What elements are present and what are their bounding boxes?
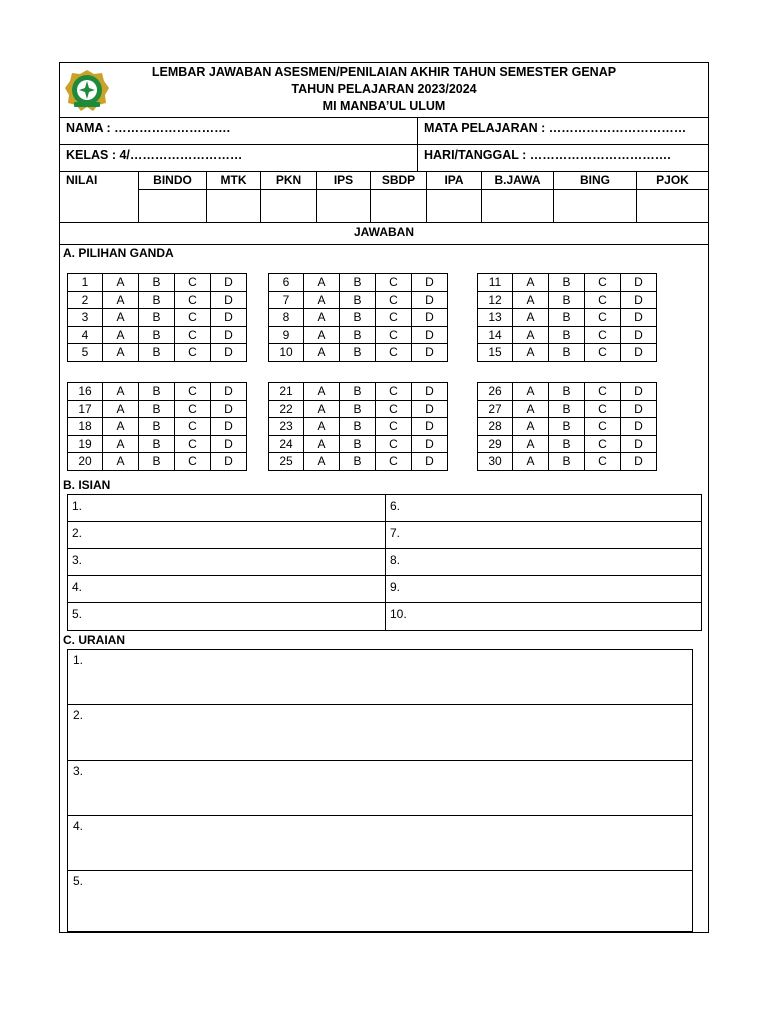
mc-row-19 xyxy=(68,435,247,453)
mc-option-d[interactable]: D xyxy=(412,344,448,362)
uraian-item-2[interactable]: 2. xyxy=(68,705,692,761)
mc-option-a[interactable]: A xyxy=(513,291,549,309)
mc-row-14 xyxy=(478,326,657,344)
isian-item-6[interactable]: 6. xyxy=(390,499,401,513)
mc-option-b[interactable]: B xyxy=(340,274,376,292)
mc-block-2 xyxy=(268,273,448,362)
uraian-table xyxy=(67,649,693,932)
mc-option-d[interactable]: D xyxy=(412,326,448,344)
mc-number: 3 xyxy=(68,309,103,327)
mc-option-c[interactable]: C xyxy=(175,274,211,292)
mc-option-a[interactable]: A xyxy=(513,453,549,471)
mc-option-c[interactable]: C xyxy=(585,309,621,327)
mc-option-a[interactable]: A xyxy=(513,400,549,418)
mc-option-d[interactable]: D xyxy=(412,435,448,453)
mc-row-3 xyxy=(68,309,247,327)
mc-row-6 xyxy=(269,274,448,292)
mc-option-c[interactable]: C xyxy=(585,383,621,401)
mc-number: 24 xyxy=(269,435,304,453)
mc-number: 11 xyxy=(478,274,513,292)
mc-option-a[interactable]: A xyxy=(103,326,139,344)
mc-row-21 xyxy=(269,383,448,401)
jawaban-bar xyxy=(60,222,708,245)
mc-option-d[interactable]: D xyxy=(621,400,657,418)
mata-pelajaran-field[interactable]: MATA PELAJARAN : …………………………… xyxy=(417,117,708,144)
mc-option-d[interactable]: D xyxy=(412,383,448,401)
isian-item-2[interactable]: 2. xyxy=(72,526,83,540)
header-school-name: MI MANBA’UL ULUM xyxy=(322,99,446,113)
section-a-title: A. PILIHAN GANDA xyxy=(63,246,174,260)
mc-option-c[interactable]: C xyxy=(376,326,412,344)
isian-item-7[interactable]: 7. xyxy=(390,526,401,540)
grade-table xyxy=(60,171,708,223)
mc-option-a[interactable]: A xyxy=(513,309,549,327)
hari-tanggal-field[interactable]: HARI/TANGGAL : ……………………………. xyxy=(417,144,708,171)
mc-option-d[interactable]: D xyxy=(412,274,448,292)
nilai-label: NILAI xyxy=(66,173,98,187)
identity-row-2 xyxy=(60,144,708,172)
uraian-item-3[interactable]: 3. xyxy=(68,761,692,816)
mc-row-7 xyxy=(269,291,448,309)
mc-number: 2 xyxy=(68,291,103,309)
mc-option-b[interactable]: B xyxy=(139,344,175,362)
mc-option-b[interactable]: B xyxy=(340,453,376,471)
mc-number: 18 xyxy=(68,418,103,436)
mc-option-b[interactable]: B xyxy=(549,291,585,309)
mc-option-b[interactable]: B xyxy=(139,453,175,471)
mc-row-23 xyxy=(269,418,448,436)
mc-number: 10 xyxy=(269,344,304,362)
mc-option-a[interactable]: A xyxy=(513,418,549,436)
mc-option-b[interactable]: B xyxy=(139,274,175,292)
mc-option-c[interactable]: C xyxy=(175,309,211,327)
mc-option-b[interactable]: B xyxy=(139,291,175,309)
mc-number: 17 xyxy=(68,400,103,418)
mc-block-6 xyxy=(477,382,657,471)
mc-option-d[interactable]: D xyxy=(621,418,657,436)
mc-row-18 xyxy=(68,418,247,436)
mc-option-d[interactable]: D xyxy=(211,344,247,362)
mc-option-b[interactable]: B xyxy=(139,418,175,436)
isian-item-8[interactable]: 8. xyxy=(390,553,401,567)
mc-number: 27 xyxy=(478,400,513,418)
jawaban-title: JAWABAN xyxy=(353,225,414,239)
mc-option-a[interactable]: A xyxy=(513,326,549,344)
uraian-item-4[interactable]: 4. xyxy=(68,816,692,871)
mc-option-a[interactable]: A xyxy=(103,291,139,309)
mc-option-d[interactable]: D xyxy=(211,453,247,471)
mc-option-d[interactable]: D xyxy=(621,344,657,362)
mc-option-d[interactable]: D xyxy=(412,400,448,418)
mc-option-d[interactable]: D xyxy=(211,418,247,436)
mc-option-a[interactable]: A xyxy=(513,383,549,401)
mc-option-c[interactable]: C xyxy=(376,274,412,292)
mc-row-20 xyxy=(68,453,247,471)
mc-row-27 xyxy=(478,400,657,418)
mc-row-29 xyxy=(478,435,657,453)
mc-option-c[interactable]: C xyxy=(175,453,211,471)
mc-row-12 xyxy=(478,291,657,309)
mc-option-d[interactable]: D xyxy=(211,274,247,292)
mc-option-b[interactable]: B xyxy=(340,309,376,327)
mc-option-a[interactable]: A xyxy=(304,418,340,436)
mc-option-c[interactable]: C xyxy=(585,274,621,292)
mc-row-17 xyxy=(68,400,247,418)
mc-option-d[interactable]: D xyxy=(621,435,657,453)
mc-row-28 xyxy=(478,418,657,436)
mc-option-b[interactable]: B xyxy=(139,435,175,453)
mc-option-b[interactable]: B xyxy=(549,344,585,362)
mc-option-b[interactable]: B xyxy=(139,400,175,418)
mc-number: 8 xyxy=(269,309,304,327)
mc-number: 15 xyxy=(478,344,513,362)
mc-row-13 xyxy=(478,309,657,327)
mc-number: 5 xyxy=(68,344,103,362)
mc-number: 23 xyxy=(269,418,304,436)
grade-cell-pjok[interactable]: PJOK xyxy=(636,171,708,222)
mc-row-2 xyxy=(68,291,247,309)
header-title: LEMBAR JAWABAN ASESMEN/PENILAIAN AKHIR TAHUN SEMESTER GENAP xyxy=(151,65,617,79)
mc-option-d[interactable]: D xyxy=(621,383,657,401)
mc-option-a[interactable]: A xyxy=(103,400,139,418)
mc-option-a[interactable]: A xyxy=(513,435,549,453)
mc-number: 7 xyxy=(269,291,304,309)
mc-option-d[interactable]: D xyxy=(621,291,657,309)
mc-option-b[interactable]: B xyxy=(139,383,175,401)
mc-number: 20 xyxy=(68,453,103,471)
mc-option-c[interactable]: C xyxy=(585,418,621,436)
mc-option-b[interactable]: B xyxy=(549,400,585,418)
isian-item-5[interactable]: 5. xyxy=(72,607,83,621)
mc-option-d[interactable]: D xyxy=(211,400,247,418)
mc-option-c[interactable]: C xyxy=(376,453,412,471)
grade-cell-pkn[interactable]: PKN xyxy=(260,171,316,222)
mc-row-4 xyxy=(68,326,247,344)
mc-option-c[interactable]: C xyxy=(175,418,211,436)
mc-option-a[interactable]: A xyxy=(304,326,340,344)
mc-option-c[interactable]: C xyxy=(585,344,621,362)
mc-option-b[interactable]: B xyxy=(340,435,376,453)
uraian-item-1[interactable]: 1. xyxy=(68,650,692,705)
mc-option-a[interactable]: A xyxy=(304,400,340,418)
mc-option-b[interactable]: B xyxy=(340,326,376,344)
mc-option-b[interactable]: B xyxy=(340,344,376,362)
mc-option-d[interactable]: D xyxy=(621,309,657,327)
mc-number: 22 xyxy=(269,400,304,418)
mc-option-a[interactable]: A xyxy=(304,453,340,471)
mc-option-a[interactable]: A xyxy=(103,344,139,362)
nama-field[interactable]: NAMA : ………………………. xyxy=(66,121,231,135)
grade-cell-sbdp[interactable]: SBDP xyxy=(370,171,426,222)
mc-number: 13 xyxy=(478,309,513,327)
kelas-field[interactable]: KELAS : 4/……………………… xyxy=(66,148,243,162)
mc-option-b[interactable]: B xyxy=(340,400,376,418)
mc-option-c[interactable]: C xyxy=(376,400,412,418)
mc-block-1 xyxy=(67,273,247,362)
mc-option-d[interactable]: D xyxy=(211,326,247,344)
isian-item-3[interactable]: 3. xyxy=(72,553,83,567)
uraian-item-5[interactable]: 5. xyxy=(73,874,84,888)
mc-option-d[interactable]: D xyxy=(211,435,247,453)
mc-option-d[interactable]: D xyxy=(621,453,657,471)
mc-option-b[interactable]: B xyxy=(139,326,175,344)
mc-block-4 xyxy=(67,382,247,471)
mc-option-b[interactable]: B xyxy=(549,309,585,327)
mc-option-a[interactable]: A xyxy=(103,418,139,436)
mc-option-c[interactable]: C xyxy=(175,291,211,309)
mc-number: 12 xyxy=(478,291,513,309)
mc-option-a[interactable]: A xyxy=(304,274,340,292)
isian-item-1[interactable]: 1. xyxy=(72,499,83,513)
mc-row-15 xyxy=(478,344,657,362)
mc-option-d[interactable]: D xyxy=(621,326,657,344)
mc-option-a[interactable]: A xyxy=(304,383,340,401)
mc-number: 25 xyxy=(269,453,304,471)
grade-cell-bindo[interactable]: BINDO xyxy=(138,171,206,222)
mc-option-a[interactable]: A xyxy=(304,291,340,309)
mc-option-d[interactable]: D xyxy=(211,291,247,309)
isian-item-4[interactable]: 4. xyxy=(72,580,83,594)
mc-option-d[interactable]: D xyxy=(412,453,448,471)
mc-option-a[interactable]: A xyxy=(103,435,139,453)
section-c-title: C. URAIAN xyxy=(63,633,125,647)
isian-item-9[interactable]: 9. xyxy=(390,580,401,594)
mc-number: 29 xyxy=(478,435,513,453)
mc-option-b[interactable]: B xyxy=(549,418,585,436)
mc-option-b[interactable]: B xyxy=(549,326,585,344)
mc-option-b[interactable]: B xyxy=(549,383,585,401)
mc-number: 28 xyxy=(478,418,513,436)
mc-option-c[interactable]: C xyxy=(376,435,412,453)
mc-row-8 xyxy=(269,309,448,327)
grade-cell-ips[interactable]: IPS xyxy=(316,171,370,222)
mc-row-16 xyxy=(68,383,247,401)
mc-option-a[interactable]: A xyxy=(513,344,549,362)
mc-number: 1 xyxy=(68,274,103,292)
mc-number: 16 xyxy=(68,383,103,401)
mc-option-d[interactable]: D xyxy=(412,291,448,309)
grade-cell-bjawa[interactable]: B.JAWA xyxy=(481,171,553,222)
mc-number: 4 xyxy=(68,326,103,344)
mc-block-3 xyxy=(477,273,657,362)
grade-cell-bing[interactable]: BING xyxy=(553,171,636,222)
mc-row-25 xyxy=(269,453,448,471)
mc-option-c[interactable]: C xyxy=(376,344,412,362)
mc-option-c[interactable]: C xyxy=(585,291,621,309)
mc-row-30 xyxy=(478,453,657,471)
grade-cell-ipa[interactable]: IPA xyxy=(426,171,481,222)
identity-row-1 xyxy=(60,117,708,145)
mc-option-c[interactable]: C xyxy=(175,400,211,418)
mc-option-a[interactable]: A xyxy=(513,274,549,292)
mc-row-1 xyxy=(68,274,247,292)
mc-option-c[interactable]: C xyxy=(585,326,621,344)
mc-option-d[interactable]: D xyxy=(412,418,448,436)
mc-row-22 xyxy=(269,400,448,418)
mc-option-d[interactable]: D xyxy=(211,383,247,401)
mc-option-b[interactable]: B xyxy=(340,418,376,436)
header-school-year: TAHUN PELAJARAN 2023/2024 xyxy=(291,82,477,96)
mc-option-c[interactable]: C xyxy=(175,435,211,453)
mc-option-b[interactable]: B xyxy=(549,274,585,292)
mc-option-c[interactable]: C xyxy=(376,291,412,309)
mc-number: 26 xyxy=(478,383,513,401)
mc-row-5 xyxy=(68,344,247,362)
mc-option-c[interactable]: C xyxy=(376,309,412,327)
mc-option-d[interactable]: D xyxy=(211,309,247,327)
mc-number: 6 xyxy=(269,274,304,292)
sheet-header xyxy=(60,63,708,118)
isian-item-10[interactable]: 10. xyxy=(390,607,407,621)
mc-option-a[interactable]: A xyxy=(103,453,139,471)
mc-option-c[interactable]: C xyxy=(175,383,211,401)
mc-row-9 xyxy=(269,326,448,344)
mc-option-a[interactable]: A xyxy=(103,309,139,327)
mc-row-11 xyxy=(478,274,657,292)
mc-option-b[interactable]: B xyxy=(549,435,585,453)
mc-option-c[interactable]: C xyxy=(585,435,621,453)
mc-option-a[interactable]: A xyxy=(103,274,139,292)
grade-cell-mtk[interactable]: MTK xyxy=(206,171,260,222)
mc-option-a[interactable]: A xyxy=(103,383,139,401)
mc-number: 14 xyxy=(478,326,513,344)
section-b-title: B. ISIAN xyxy=(63,478,111,492)
mc-number: 30 xyxy=(478,453,513,471)
mc-option-a[interactable]: A xyxy=(304,309,340,327)
mc-row-26 xyxy=(478,383,657,401)
mc-option-a[interactable]: A xyxy=(304,344,340,362)
mc-number: 9 xyxy=(269,326,304,344)
mc-option-c[interactable]: C xyxy=(585,453,621,471)
mc-option-c[interactable]: C xyxy=(376,418,412,436)
mc-option-d[interactable]: D xyxy=(621,274,657,292)
mc-number: 21 xyxy=(269,383,304,401)
mc-option-b[interactable]: B xyxy=(549,453,585,471)
mc-option-d[interactable]: D xyxy=(412,309,448,327)
mc-option-a[interactable]: A xyxy=(304,435,340,453)
mc-option-b[interactable]: B xyxy=(340,383,376,401)
mc-row-24 xyxy=(269,435,448,453)
mc-option-c[interactable]: C xyxy=(175,344,211,362)
mc-option-b[interactable]: B xyxy=(139,309,175,327)
mc-row-10 xyxy=(269,344,448,362)
mc-number: 19 xyxy=(68,435,103,453)
isian-table xyxy=(67,494,702,631)
mc-option-c[interactable]: C xyxy=(376,383,412,401)
mc-option-b[interactable]: B xyxy=(340,291,376,309)
mc-option-c[interactable]: C xyxy=(585,400,621,418)
mc-block-5 xyxy=(268,382,448,471)
mc-option-c[interactable]: C xyxy=(175,326,211,344)
